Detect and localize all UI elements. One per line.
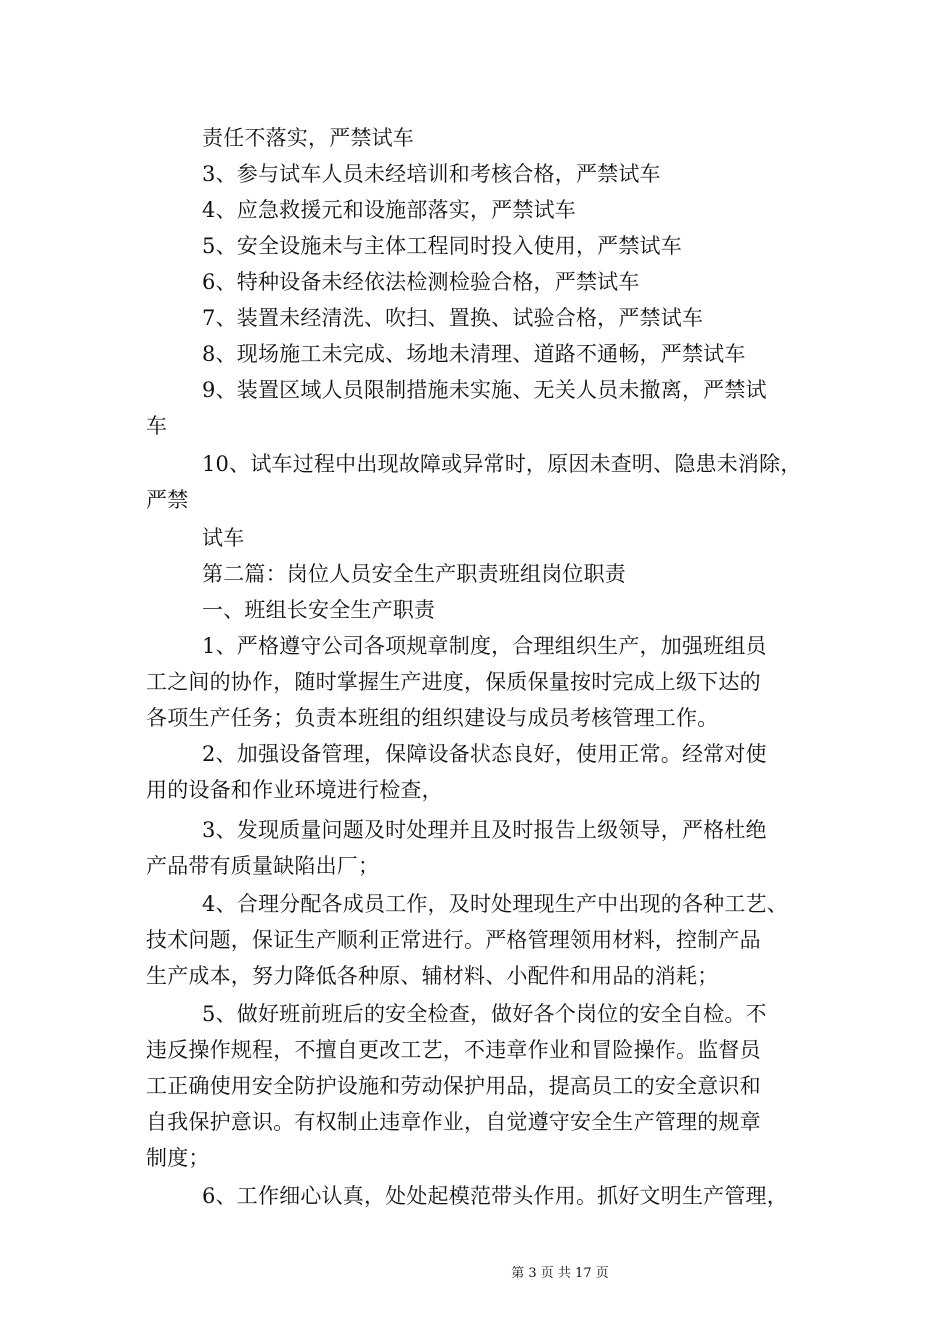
text-line: 2、加强设备管理，保障设备状态良好，使用正常。经常对使 [202,742,767,766]
text-line: 4、合理分配各成员工作，及时处理现生产中出现的各种工艺、 [202,892,788,916]
text-line: 技术问题，保证生产顺利正常进行。严格管理领用材料，控制产品 [146,928,761,952]
text-line: 6、特种设备未经依法检测检验合格，严禁试车 [202,270,640,294]
section-heading: 第二篇：岗位人员安全生产职责班组岗位职责 [202,562,626,586]
text-line: 3、参与试车人员未经培训和考核合格，严禁试车 [202,162,661,186]
text-line: 5、做好班前班后的安全检查，做好各个岗位的安全自检。不 [202,1002,767,1026]
text-line: 3、发现质量问题及时处理并且及时报告上级领导，严格杜绝 [202,818,767,842]
text-line: 违反操作规程，不擅自更改工艺，不违章作业和冒险操作。监督员 [146,1038,761,1062]
text-line: 9、装置区域人员限制措施未实施、无关人员未撤离，严禁试 [202,378,767,402]
subsection-heading: 一、班组长安全生产职责 [202,598,436,622]
text-line: 严禁 [146,488,189,512]
text-line: 6、工作细心认真，处处起模范带头作用。抓好文明生产管理， [202,1184,788,1208]
page-number: 第 3 页 共 17 页 [511,1266,609,1281]
text-line: 10、试车过程中出现故障或异常时，原因未查明、隐患未消除， [202,452,802,476]
text-line: 1、严格遵守公司各项规章制度，合理组织生产，加强班组员 [202,634,767,658]
text-line: 责任不落实，严禁试车 [202,126,414,150]
text-line: 试车 [202,526,245,550]
text-line: 7、装置未经清洗、吹扫、置换、试验合格，严禁试车 [202,306,704,330]
text-line: 制度； [146,1146,210,1170]
text-line: 生产成本，努力降低各种原、辅材料、小配件和用品的消耗； [146,964,719,988]
text-line: 用的设备和作业环境进行检查， [146,778,443,802]
text-line: 工正确使用安全防护设施和劳动保护用品，提高员工的安全意识和 [146,1074,761,1098]
text-line: 车 [146,414,168,438]
text-line: 产品带有质量缺陷出厂； [146,854,380,878]
text-line: 5、安全设施未与主体工程同时投入使用，严禁试车 [202,234,682,258]
text-line: 工之间的协作，随时掌握生产进度，保质保量按时完成上级下达的 [146,670,761,694]
text-line: 8、现场施工未完成、场地未清理、道路不通畅，严禁试车 [202,342,746,366]
text-line: 各项生产任务；负责本班组的组织建设与成员考核管理工作。 [146,706,719,730]
text-line: 自我保护意识。有权制止违章作业，自觉遵守安全生产管理的规章 [146,1110,761,1134]
text-line: 4、应急救援元和设施部落实，严禁试车 [202,198,576,222]
